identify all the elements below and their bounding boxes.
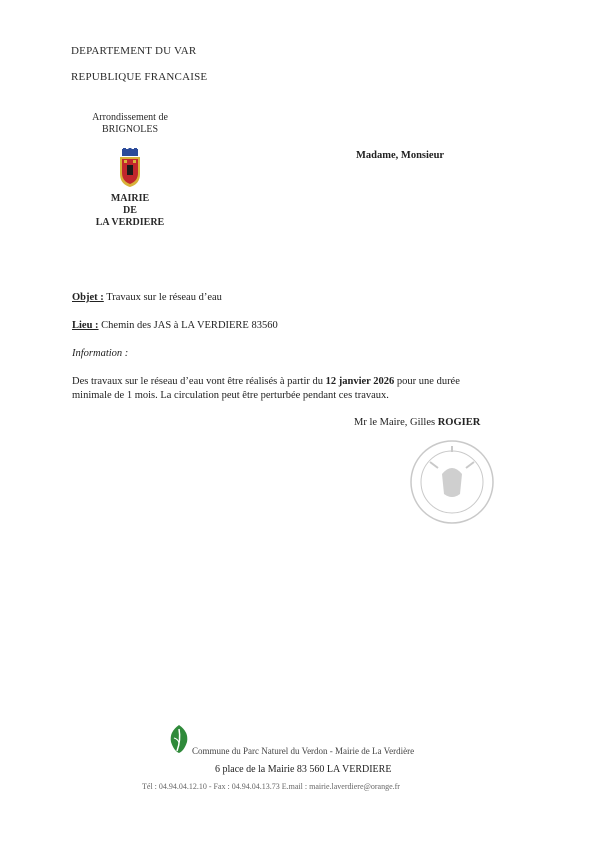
coat-of-arms-icon (119, 148, 141, 188)
mairie-label: MAIRIE (110, 193, 150, 204)
lieu-label: Lieu : (72, 320, 99, 331)
signature-prefix: Mr le Maire, Gilles (354, 417, 436, 428)
objet-line (72, 292, 222, 303)
footer-contact: Tél : 04.94.04.12.10 - Fax : 04.94.04.13.73 E.mail : mairie.laverdiere@orange.fr (142, 782, 400, 791)
republic-line: REPUBLIQUE FRANCAISE (71, 71, 208, 83)
information-label: Information : (72, 348, 129, 359)
signature-line (354, 417, 480, 428)
signature-name: ROGIER (437, 417, 481, 428)
message-line-2: minimale de 1 mois. La circulation peut être perturbée pendant ces travaux. (72, 390, 389, 401)
official-stamp-icon (408, 438, 496, 526)
objet-value: Travaux sur le réseau d’eau (106, 292, 222, 303)
de-label: DE (123, 205, 137, 216)
footer-commune-line: Commune du Parc Naturel du Verdon - Mairie de La Verdière (192, 746, 415, 756)
commune-name: LA VERDIERE (95, 217, 165, 228)
objet-label: Objet : (72, 292, 104, 303)
message-line-1 (72, 376, 460, 387)
lieu-value: Chemin des JAS à LA VERDIERE 83560 (101, 320, 278, 331)
lieu-line (72, 320, 278, 331)
message-text-start: Des travaux sur le réseau d’eau vont être réalisés à partir du (72, 376, 324, 387)
message-text-end: pour une durée (396, 376, 460, 387)
recipient-salutation: Madame, Monsieur (356, 150, 445, 161)
footer-address: 6 place de la Mairie 83 560 LA VERDIERE (215, 764, 392, 775)
arrondissement-name: BRIGNOLES (101, 124, 159, 135)
arrondissement-label: Arrondissement de (92, 112, 168, 123)
natural-park-leaf-icon (168, 724, 190, 754)
department-line: DEPARTEMENT DU VAR (71, 45, 197, 57)
message-date: 12 janvier 2026 (325, 376, 395, 387)
